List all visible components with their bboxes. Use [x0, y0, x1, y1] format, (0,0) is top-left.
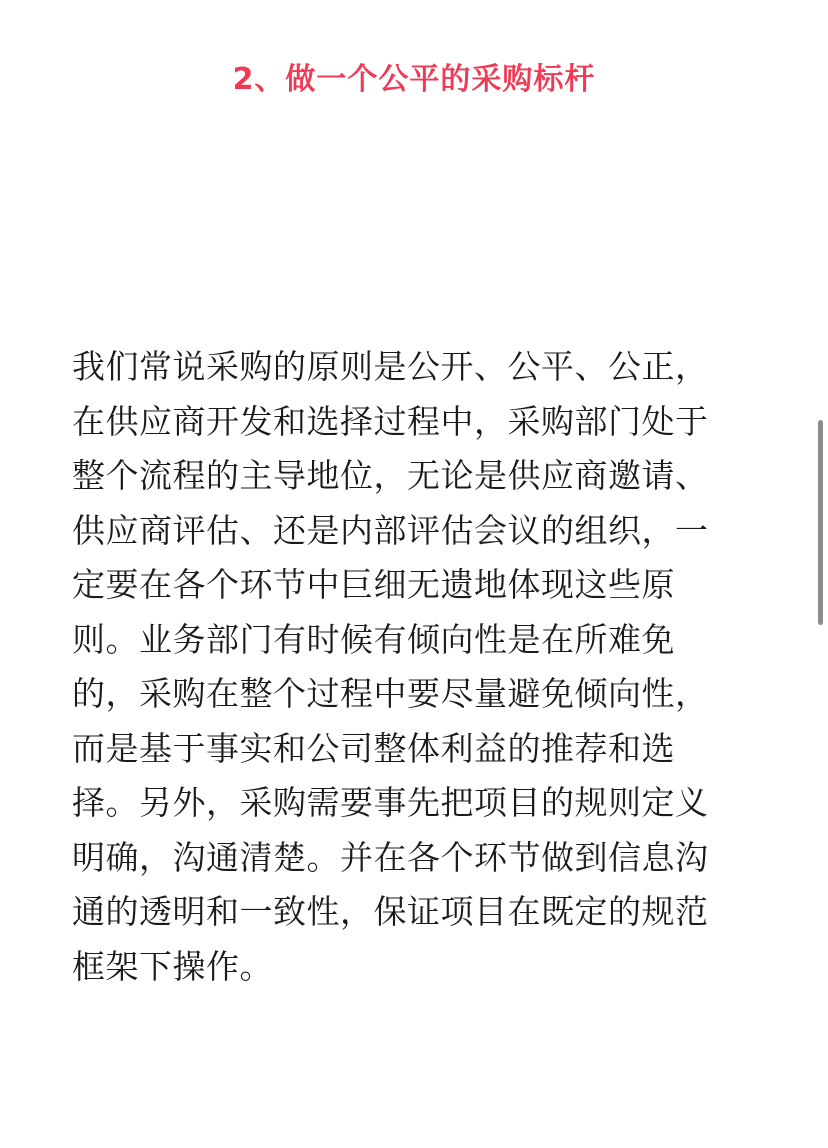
paragraph-line: 择。另外，采购需要事先把项目的规则定义 — [72, 783, 709, 822]
paragraph-line: 框架下操作。 — [72, 946, 273, 986]
paragraph-line: 整个流程的主导地位，无论是供应商邀请、 — [72, 456, 709, 495]
paragraph — [72, 340, 762, 994]
paragraph-line: 在供应商开发和选择过程中，采购部门处于 — [72, 401, 709, 441]
paragraph-line: 明确，沟通清楚。并在各个环节做到信息沟 — [72, 837, 709, 877]
paragraph-line: 通的透明和一致性，保证项目在既定的规范 — [72, 892, 709, 931]
paragraph-line: 定要在各个环节中巨细无遗地体现这些原 — [72, 565, 675, 604]
section-heading: 2、做一个公平的采购标杆 — [232, 62, 596, 97]
paragraph-line: 供应商评估、还是内部评估会议的组织，一 — [72, 510, 709, 550]
scrollbar-thumb[interactable] — [818, 420, 823, 625]
paragraph-line: 则。业务部门有时候有倾向性是在所难免 — [72, 619, 675, 659]
paragraph-line: 我们常说采购的原则是公开、公平、公正， — [72, 347, 709, 386]
paragraph-line: 的，采购在整个过程中要尽量避免倾向性， — [72, 674, 709, 713]
paragraph-line: 而是基于事实和公司整体利益的推荐和选 — [72, 728, 675, 768]
